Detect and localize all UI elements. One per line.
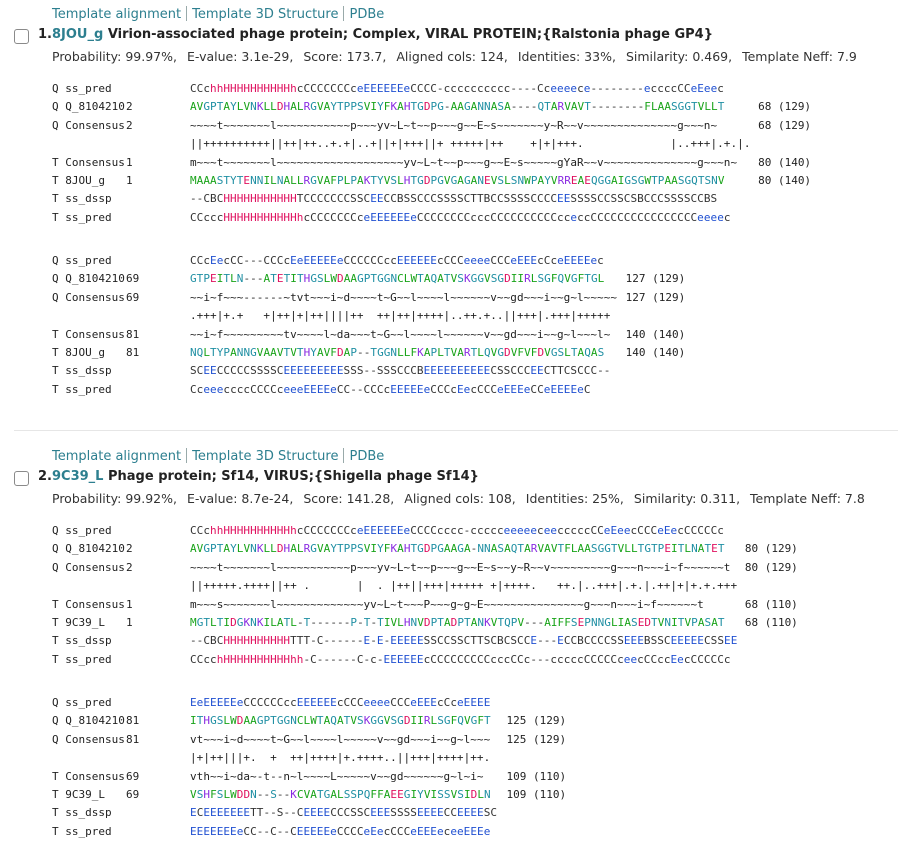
row-label: Q Q_8104210 [52, 272, 125, 286]
hit-stat: Score: 173.7, [303, 49, 387, 64]
row-end: 80 (129) [744, 542, 798, 556]
row-sequence: GTPEITLN---ATETITHGSLWDAAGPTGGNCLWTAQATVSKGGVSGDIIRLSGFQVGFTGL [190, 272, 605, 286]
template-alignment-link[interactable]: Template alignment [52, 449, 182, 464]
row-start: 1 [126, 174, 133, 187]
row-sequence: AVGPTAYLVNKLLDHALRGVAYTPPSVIYFKAHTGDPG-AAGANNASA----QTARVAVT--------FLAASGGTVLLT [190, 100, 725, 114]
row-start: 69 [126, 290, 140, 304]
row-sequence: SCEECCCCCSSSSCEEEEEEEEESSS--SSSCCCBEEEEEEEEEECSSCCCEECTTCSCCC-- [190, 364, 611, 378]
row-label: T ss_dssp [52, 806, 112, 820]
row-sequence: MGTLTIDGKNKILATL-T------P-T-TIVLHNVDPTADPTANKVTQPV---AIFFSEPNNGLIASEDTVNITVPASAT [190, 616, 725, 629]
row-end: 80 (129) [744, 560, 798, 574]
hit-stat: Similarity: 0.469, [625, 49, 733, 64]
row-end: 80 (140) [758, 155, 812, 169]
row-start: 1 [126, 616, 133, 629]
row-sequence: m~~~t~~~~~~~l~~~~~~~~~~~~~~~~~~~yv~L~t~~p~~~g~~E~s~~~~~gYaR~~v~~~~~~~~~~~~~~g~~~n~ [190, 155, 738, 169]
link-separator [343, 448, 344, 463]
row-sequence: |+|++|||+. + ++|++++|+.++++..||+++|++++|++. [190, 751, 491, 765]
row-sequence: ~~~~t~~~~~~~l~~~~~~~~~~~p~~~yv~L~t~~p~~~g~~E~s~~y~R~~v~~~~~~~~~g~~~n~~~i~f~~~~~~t [190, 560, 731, 574]
hit-select-checkbox[interactable] [14, 29, 29, 44]
row-sequence: vth~~i~da~-t--n~l~~~~L~~~~~v~~gd~~~~~~g~l~i~ [190, 769, 484, 783]
row-end: 109 (110) [506, 769, 567, 783]
row-end: 68 (129) [758, 100, 812, 114]
alignment-block [52, 696, 892, 843]
row-sequence: ~~i~f~~~------~tvt~~~i~d~~~~t~G~~l~~~~l~~~~~~v~~gd~~~i~~g~l~~~~~ [190, 290, 618, 304]
hit-stat: Template Neff: 7.9 [742, 49, 857, 64]
hit-stat: Aligned cols: 124, [396, 49, 508, 64]
row-label: Q ss_pred [52, 82, 112, 95]
hit-stats [52, 491, 875, 506]
hit-description: Virion-associated phage protein; Complex, VIRAL PROTEIN;{Ralstonia phage GP4} [107, 27, 713, 42]
hit-title [38, 27, 713, 42]
hit-select-checkbox[interactable] [14, 471, 29, 486]
row-label: T ss_pred [52, 824, 112, 838]
row-sequence: CCcEecCC---CCCcEeEEEEEeCCCCCCccEEEEEEcCCCeeeeCCCeEEEcCceEEEEec [190, 254, 604, 267]
row-sequence: ITHGSLWDAAGPTGGNCLWTAQATVSKGGVSGDIIRLSGFQVGFT [190, 714, 491, 728]
row-label: T 9C39_L [52, 616, 105, 629]
hit-stat: Probability: 99.97%, [52, 49, 177, 64]
row-sequence: ||++++++++++||++|++..+.+|..+||+|+++||+ +++++|++ +|+|+++. |..+++|.+.|. [190, 137, 751, 151]
row-label: Q Q_8104210 [52, 542, 125, 556]
row-label: Q Consensus [52, 118, 125, 132]
row-start: 2 [126, 542, 133, 556]
hit-stat: Template Neff: 7.8 [750, 491, 865, 506]
row-start: 81 [126, 346, 140, 359]
row-label: T Consensus [52, 327, 125, 341]
row-label: Q Q_8104210 [52, 100, 125, 114]
row-label: T ss_dssp [52, 192, 112, 206]
row-start: 69 [126, 788, 140, 801]
row-sequence: --CBCHHHHHHHHHHHTCCCCCCCSSCEECCBSSCCCSSSSCTTBCCSSSSCCCCEESSSSCCSSCSBCCCSSSSCCBS [190, 192, 718, 206]
row-sequence: ECEEEEEEETT--S--CEEEECCCSSCEEESSSSEEEECCEEEESC [190, 806, 498, 820]
row-start: 69 [126, 769, 140, 783]
row-start: 1 [126, 155, 133, 169]
hit-description: Phage protein; Sf14, VIRUS;{Shigella phage Sf14} [107, 469, 479, 484]
template-3d-structure-link[interactable]: Template 3D Structure [192, 449, 339, 464]
row-label: Q Consensus [52, 290, 125, 304]
row-label: T ss_dssp [52, 634, 112, 648]
row-start: 2 [126, 560, 133, 574]
hit-stat: Identities: 33%, [517, 49, 616, 64]
row-start: 69 [126, 272, 140, 286]
hit-divider [14, 430, 898, 431]
row-end: 109 (110) [506, 788, 567, 801]
row-label: T ss_pred [52, 210, 112, 224]
row-label: Q ss_pred [52, 524, 112, 537]
row-start: 81 [126, 714, 140, 728]
hit-stat: Score: 141.28, [303, 491, 395, 506]
row-sequence: ~~~~t~~~~~~~l~~~~~~~~~~~p~~~yv~L~t~~p~~~g~~E~s~~~~~~~y~R~~v~~~~~~~~~~~~~~g~~~n~ [190, 118, 718, 132]
row-sequence: MAAASTYTENNILNALLRGVAFPLPAKTYVSLHTGDPGVGAGANEVSLSNWPAYVRREAEQGGAIGSGWTPAASGQTSNV [190, 174, 725, 187]
link-separator [186, 6, 187, 21]
hit-accession-link[interactable]: 9C39_L [51, 469, 104, 484]
template-alignment-link[interactable]: Template alignment [52, 7, 182, 22]
hit-index: 1. [38, 27, 52, 42]
row-sequence: CceeeccccCCCCceeeEEEEeCC--CCCcEEEEEeCCCcEecCCCeEEEeCCeEEEEeC [190, 382, 591, 396]
hit-stat: Probability: 99.92%, [52, 491, 177, 506]
row-label: Q Consensus [52, 732, 125, 746]
link-separator [186, 448, 187, 463]
alignment-block [52, 254, 892, 401]
hit-stat: Aligned cols: 108, [404, 491, 516, 506]
row-end: 127 (129) [625, 272, 686, 286]
row-sequence: .+++|+.+ +|++|+|++||||++ ++|++|++++|..++.+..||+++|.+++|+++++ [190, 309, 611, 323]
row-label: Q ss_pred [52, 696, 112, 709]
row-end: 80 (140) [758, 174, 812, 187]
row-label: T ss_pred [52, 652, 112, 666]
row-sequence: CCchhHHHHHHHHHHhcCCCCCCCceEEEEEEeCCCCcccc-ccccceeeeeceecccccCCeEeecCCCeEecCCCCCc [190, 524, 724, 537]
row-end: 125 (129) [506, 732, 567, 746]
row-sequence: EEEEEEEeCC--C--CEEEEEeCCCCeEecCCCeEEEeceeEEEe [190, 824, 491, 838]
row-sequence: AVGPTAYLVNKLLDHALRGVAYTPPSVIYFKAHTGDPGAAGA-NNASAQTARVAVTFLAASGGTVLLTGTPEITLNATET [190, 542, 725, 556]
row-end: 127 (129) [625, 290, 686, 304]
row-end: 68 (129) [758, 118, 812, 132]
hit-title [38, 469, 479, 484]
row-sequence: --CBCHHHHHHHHHHTTT-C------E-E-EEEEESSCCSSCTTSCBCSCCE---ECCBCCCCSSEEEBSSCEEEEECSSEE [190, 634, 738, 648]
row-end: 140 (140) [625, 346, 686, 359]
hit-stat: Identities: 25%, [525, 491, 624, 506]
hit-accession-link[interactable]: 8JOU_g [51, 27, 104, 42]
row-label: Q ss_pred [52, 254, 112, 267]
alignment-block [52, 82, 892, 229]
row-sequence: ~~i~f~~~~~~~~~tv~~~~l~da~~~t~G~~l~~~~l~~~~~~v~~gd~~~i~~g~l~~~l~ [190, 327, 611, 341]
row-sequence: ||+++++.++++||++ . | . |++||+++|+++++ +|++++. ++.|..+++|.+.|.++|+|+.+.+++ [190, 579, 738, 593]
pdbe-link[interactable]: PDBe [349, 449, 385, 464]
row-label: T Consensus [52, 597, 125, 611]
row-label: T ss_dssp [52, 364, 112, 378]
row-sequence: CCcchHHHHHHHHHHhh-C------C-c-EEEEEEcCCCCCCCCCcccCCc---cccccCCCCCceecCCccEecCCCCCc [190, 652, 731, 666]
row-start: 2 [126, 118, 133, 132]
row-label: T Consensus [52, 155, 125, 169]
row-start: 2 [126, 100, 133, 114]
template-3d-structure-link[interactable]: Template 3D Structure [192, 7, 339, 22]
row-start: 81 [126, 732, 140, 746]
row-end: 68 (110) [744, 616, 798, 629]
row-end: 140 (140) [625, 327, 686, 341]
hit-links [52, 6, 384, 22]
row-end: 68 (110) [744, 597, 798, 611]
alignment-block [52, 524, 892, 671]
hit-links [52, 448, 384, 464]
row-sequence: CCchhHHHHHHHHHHhcCCCCCCCceEEEEEEeCCCC-cccccccccc----Cceeeece--------eccccCCeEeec [190, 82, 724, 95]
hit-stat: Similarity: 0.311, [633, 491, 741, 506]
row-end: 125 (129) [506, 714, 567, 728]
pdbe-link[interactable]: PDBe [349, 7, 385, 22]
row-label: Q Consensus [52, 560, 125, 574]
hit-stat: E-value: 3.1e-29, [187, 49, 294, 64]
row-sequence: m~~~s~~~~~~~l~~~~~~~~~~~~~yv~L~t~~~P~~~g~g~E~~~~~~~~~~~~~~~g~~~n~~~i~f~~~~~~t [190, 597, 704, 611]
hit-stats [52, 49, 867, 64]
row-sequence: EeEEEEEeCCCCCCccEEEEEEcCCCeeeeCCCeEEEcCceEEEE [190, 696, 491, 709]
row-sequence: CCcccHHHHHHHHHHHhcCCCCCCCceEEEEEEeCCCCCCCCcccCCCCCCCCCCcceccCCCCCCCCCCCCCCCCeeeec [190, 210, 731, 224]
row-start: 81 [126, 327, 140, 341]
row-label: T Consensus [52, 769, 125, 783]
row-sequence: NQLTYPANNGVAAVTVTHYAVFDAP--TGGNLLFKAPLTVARTLQVGDVFVFDVGSLTAQAS [190, 346, 605, 359]
row-label: T 9C39_L [52, 788, 105, 801]
row-start: 1 [126, 597, 133, 611]
hit-stat: E-value: 8.7e-24, [187, 491, 294, 506]
link-separator [343, 6, 344, 21]
row-label: T 8JOU_g [52, 174, 105, 187]
row-label: Q Q_8104210 [52, 714, 125, 728]
row-label: T ss_pred [52, 382, 112, 396]
hit-index: 2. [38, 469, 52, 484]
row-sequence: vt~~~i~d~~~~t~G~~l~~~~l~~~~~v~~gd~~~i~~g~l~~~ [190, 732, 491, 746]
row-label: T 8JOU_g [52, 346, 105, 359]
row-sequence: VSHFSLWDDN--S--KCVATGALSSPQFFAEEGIYVISSVSIDLN [190, 788, 491, 801]
